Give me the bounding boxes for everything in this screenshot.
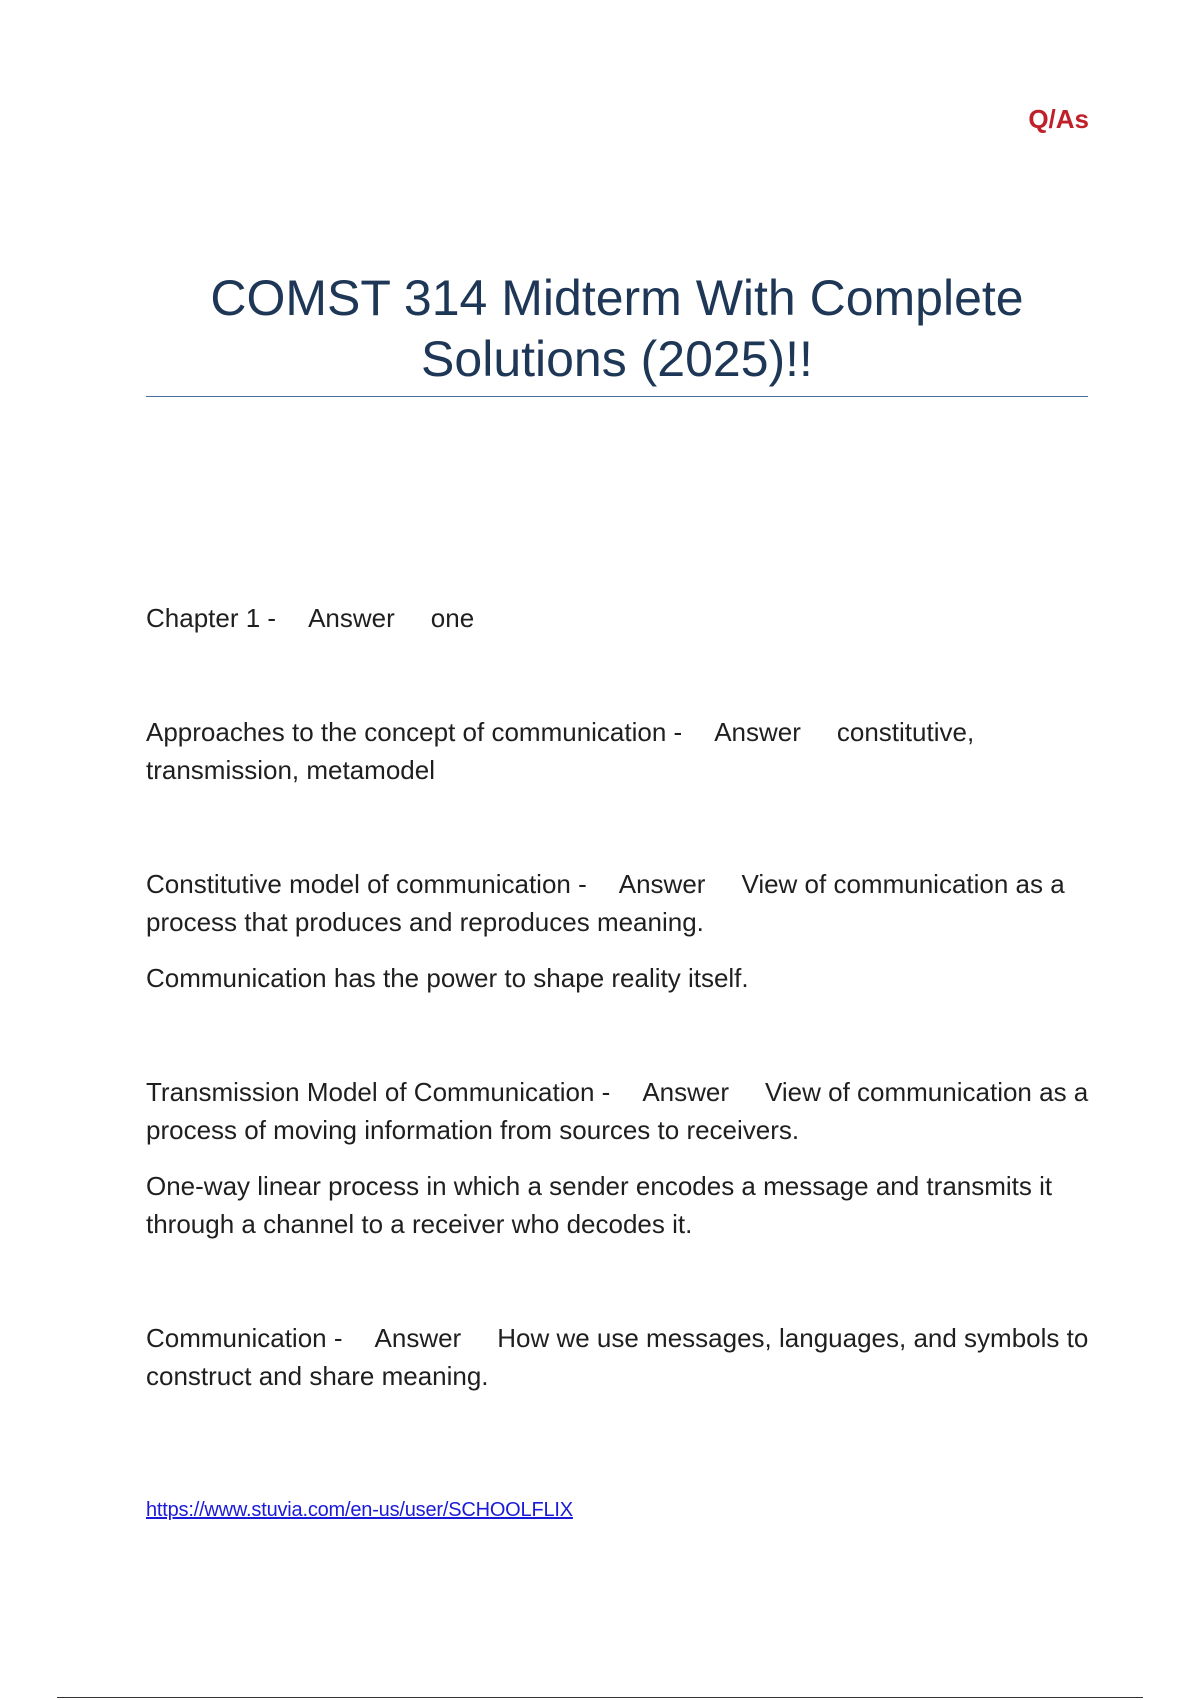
qa-term: Chapter 1 - (146, 603, 277, 633)
source-link[interactable]: https://www.stuvia.com/en-us/user/SCHOOLFLIX (146, 1499, 573, 1521)
qa-entry-transmission (146, 1073, 1091, 1243)
qa-entry-text (146, 599, 1091, 637)
qa-entry-chapter-1 (146, 599, 1091, 637)
qa-term: Transmission Model of Communication - (146, 1077, 611, 1107)
document-title-block (146, 268, 1088, 390)
qa-entry-text (146, 713, 1091, 789)
qa-extra: Communication has the power to shape reality itself. (146, 963, 749, 993)
qa-entry-approaches (146, 713, 1091, 789)
qa-definition: View of communication as a process that produces and reproduces meaning. (146, 869, 1065, 937)
qa-definition: one (430, 603, 475, 633)
answer-label: Answer (308, 603, 395, 633)
qa-extra: One-way linear process in which a sender encodes a message and transmits it through a channel to a receiver who decodes it. (146, 1171, 1053, 1239)
qa-definition: View of communication as a process of moving information from sources to receivers. (146, 1077, 1089, 1145)
qa-definition: constitutive, transmission, metamodel (146, 717, 975, 785)
answer-label: Answer (618, 869, 706, 899)
answer-label: Answer (374, 1323, 462, 1353)
qa-entry-communication (146, 1319, 1091, 1395)
title-line-1: COMST 314 Midterm With Complete (210, 270, 1024, 326)
qa-entry-text (146, 1073, 1091, 1149)
title-line-2: Solutions (2025)!! (421, 331, 813, 387)
qa-entry-text (146, 1319, 1091, 1395)
qa-entry-constitutive (146, 865, 1091, 997)
qa-entry-text (146, 865, 1091, 941)
qa-list (146, 599, 1091, 1471)
answer-label: Answer (714, 717, 801, 747)
qa-tag: Q/As (1028, 104, 1089, 134)
qa-definition: How we use messages, languages, and symbols to construct and share meaning. (146, 1323, 1089, 1391)
qa-term: Constitutive model of communication - (146, 869, 587, 899)
answer-label: Answer (642, 1077, 730, 1107)
qa-term: Communication - (146, 1323, 343, 1353)
qa-term: Approaches to the concept of communication - (146, 717, 683, 747)
footer-divider (57, 1697, 1143, 1698)
title-divider (146, 396, 1088, 397)
document-title (146, 268, 1088, 390)
